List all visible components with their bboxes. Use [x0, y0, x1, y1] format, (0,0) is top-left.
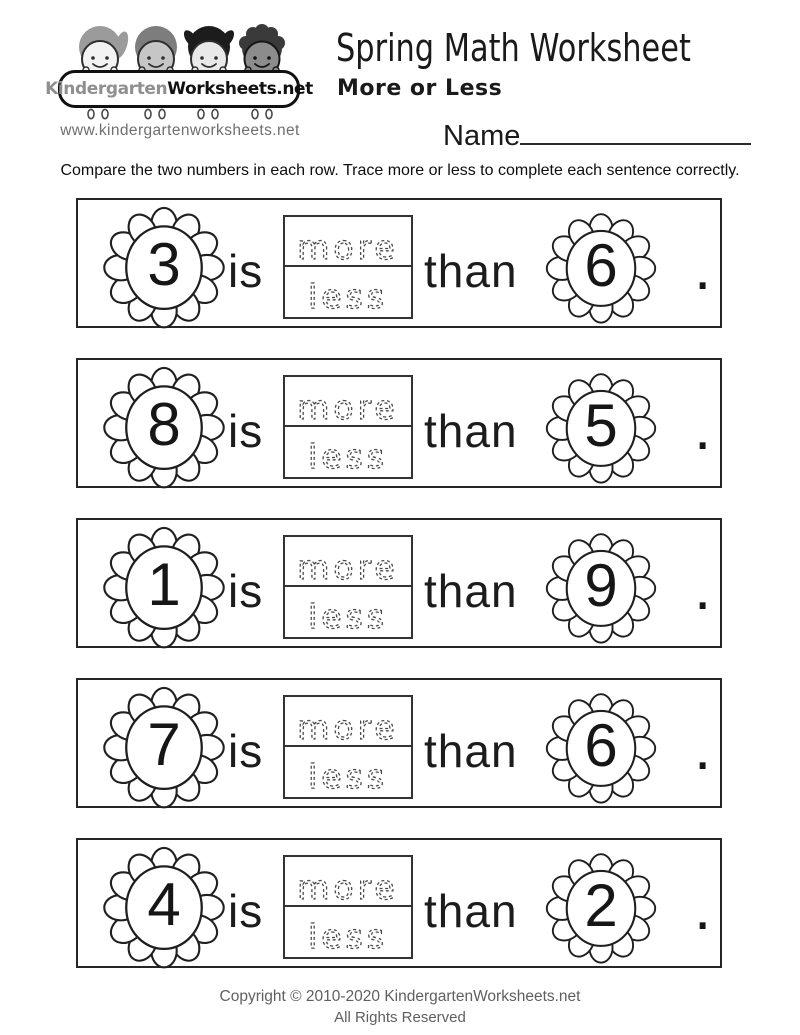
flower-right-icon — [544, 847, 658, 965]
word-is: is — [228, 725, 264, 777]
trace-answer-box[interactable] — [283, 695, 413, 799]
word-is: is — [228, 885, 264, 937]
flower-left-icon — [102, 520, 226, 650]
logo-url: www.kindergartenworksheets.net — [60, 122, 300, 139]
trace-less-option[interactable] — [285, 427, 411, 477]
flower-right-icon — [544, 687, 658, 805]
left-number: 1 — [147, 551, 181, 618]
trace-more-option[interactable] — [285, 377, 411, 427]
word-is: is — [228, 405, 264, 457]
trace-less-option[interactable] — [285, 267, 411, 317]
name-line — [520, 143, 751, 145]
flower-left-icon — [102, 200, 226, 330]
right-number: 9 — [584, 552, 618, 619]
word-than: than — [424, 245, 518, 297]
brand-gray-text: Kindergarten — [45, 79, 168, 99]
logo-sign — [45, 70, 313, 108]
worksheet-row-1 — [76, 198, 722, 328]
trace-more-text: more — [297, 868, 399, 905]
instruction-text: Compare the two numbers in each row. Trace more or less to complete each sentence correctly. — [60, 162, 740, 179]
trace-more-option[interactable] — [285, 857, 411, 907]
trace-more-option[interactable] — [285, 537, 411, 587]
word-than: than — [424, 565, 518, 617]
trace-more-text: more — [297, 388, 399, 425]
logo-feet-icon — [55, 108, 305, 122]
trace-answer-box[interactable] — [283, 215, 413, 319]
right-number: 6 — [584, 712, 618, 779]
trace-less-text: less — [308, 277, 388, 315]
worksheet-rows — [76, 198, 722, 998]
name-block — [443, 120, 751, 153]
sentence-period: . — [694, 874, 712, 943]
trace-less-text: less — [308, 917, 388, 955]
word-is: is — [228, 565, 264, 617]
page-subtitle: More or Less — [337, 76, 503, 101]
word-than: than — [424, 885, 518, 937]
flower-left-icon — [102, 680, 226, 810]
sentence-period: . — [694, 554, 712, 623]
trace-less-option[interactable] — [285, 907, 411, 957]
left-number: 3 — [147, 231, 181, 298]
worksheet-row-3 — [76, 518, 722, 648]
trace-less-option[interactable] — [285, 587, 411, 637]
flower-left-icon — [102, 360, 226, 490]
trace-answer-box[interactable] — [283, 535, 413, 639]
trace-answer-box[interactable] — [283, 855, 413, 959]
trace-less-text: less — [308, 597, 388, 635]
flower-left-icon — [102, 840, 226, 970]
sentence-period: . — [694, 714, 712, 783]
right-number: 6 — [584, 232, 618, 299]
trace-more-text: more — [297, 548, 399, 585]
brand-black-text: Worksheets.net — [167, 79, 313, 99]
worksheet-row-4 — [76, 678, 722, 808]
sentence-period: . — [694, 394, 712, 463]
word-is: is — [228, 245, 264, 297]
trace-more-option[interactable] — [285, 217, 411, 267]
sentence-period: . — [694, 234, 712, 303]
flower-right-icon — [544, 367, 658, 485]
flower-right-icon — [544, 527, 658, 645]
left-number: 7 — [147, 711, 181, 778]
trace-answer-box[interactable] — [283, 375, 413, 479]
right-number: 2 — [584, 872, 618, 939]
trace-less-option[interactable] — [285, 747, 411, 797]
word-than: than — [424, 725, 518, 777]
trace-more-option[interactable] — [285, 697, 411, 747]
trace-less-text: less — [308, 437, 388, 475]
name-label: Name — [443, 120, 521, 152]
left-number: 4 — [147, 871, 181, 938]
trace-more-text: more — [297, 228, 399, 265]
word-than: than — [424, 405, 518, 457]
footer-copyright: Copyright © 2010-2020 KindergartenWorksheets.net — [219, 988, 581, 1005]
worksheet-row-5 — [76, 838, 722, 968]
flower-right-icon — [544, 207, 658, 325]
trace-less-text: less — [308, 757, 388, 795]
worksheet-row-2 — [76, 358, 722, 488]
footer-rights: All Rights Reserved — [334, 1009, 466, 1026]
page-title: Spring Math Worksheet — [336, 26, 691, 70]
right-number: 5 — [584, 392, 618, 459]
trace-more-text: more — [297, 708, 399, 745]
left-number: 8 — [147, 391, 181, 458]
